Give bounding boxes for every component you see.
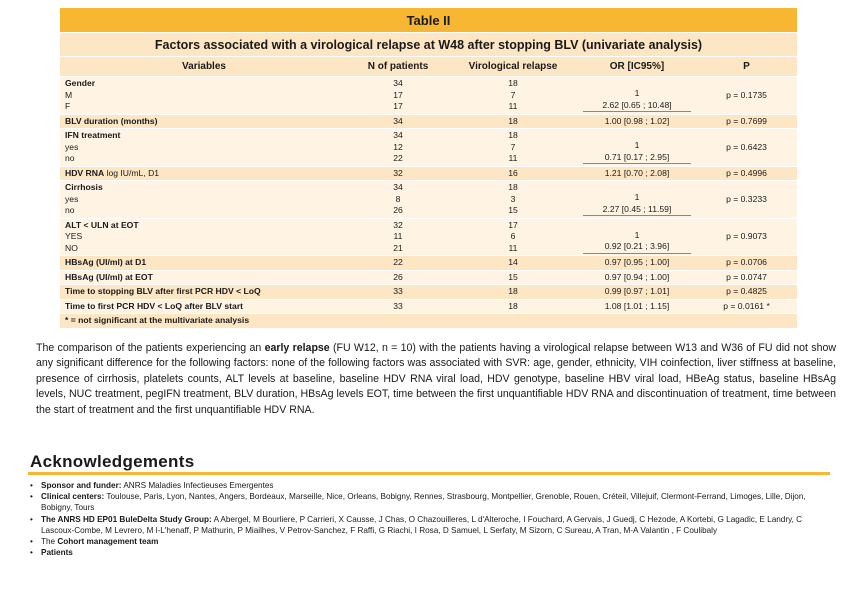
table-row: [60, 299, 797, 314]
table-row: [60, 114, 797, 129]
row-label: HDV RNA: [65, 167, 105, 178]
table-row: [60, 218, 797, 256]
ack-label: Patients: [41, 548, 73, 558]
cell-n: 21: [393, 242, 403, 253]
cell-n: 12: [393, 141, 403, 152]
list-item: [30, 547, 830, 558]
cell-or: 1: [634, 140, 640, 150]
cell-n: 17: [393, 89, 403, 100]
cell-or: 0.99 [0.97 ; 1.01]: [578, 285, 696, 300]
row-label: Time to first PCR HDV < LoQ after BLV start: [60, 299, 348, 314]
table-row: [60, 270, 797, 285]
cell-n: 8: [395, 193, 401, 204]
table-row: [60, 256, 797, 271]
comparison-text-start: The comparison of the patients experiencing an: [36, 342, 265, 354]
header-or: OR [IC95%]: [578, 57, 696, 77]
row-sublabel: no: [65, 205, 75, 215]
cell-relapse: 7: [510, 141, 516, 152]
cell-n: 34: [393, 182, 403, 192]
table-footnote: * = not significant at the multivariate analysis: [60, 314, 797, 328]
table-subtitle: Factors associated with a virological relapse at W48 after stopping BLV (univariate analysis): [60, 32, 797, 56]
ack-text: Toulouse, Paris, Lyon, Nantes, Angers, Bordeaux, Marseille, Nice, Orleans, Bobigny, Rennes, Strasbourg, Montpellier, Grenoble, Rouen, Créteil, Villejuif, Clermont-Ferrand, Limoges, Lille, Dijon, Bobigny, Tours: [41, 492, 806, 513]
cell-relapse: 15: [448, 270, 578, 285]
row-label: Gender: [65, 78, 96, 88]
header-virological-relapse: Virological relapse: [448, 57, 578, 77]
header-variables: Variables: [60, 57, 348, 77]
cell-or: 0.71 [0.17 ; 2.95]: [583, 152, 691, 165]
row-sublabel: yes: [65, 193, 79, 204]
table-row: [60, 77, 797, 115]
cell-p: p = 0.7699: [696, 114, 797, 129]
cell-relapse: 18: [448, 114, 578, 129]
results-table-block: [60, 8, 797, 328]
cell-n: 22: [393, 153, 403, 163]
table-row: [60, 129, 797, 167]
table-row: [60, 166, 797, 181]
acknowledgements-heading: Acknowledgements: [30, 452, 195, 471]
cell-or: 1.08 [1.01 ; 1.15]: [578, 299, 696, 314]
row-label: BLV duration (months): [60, 114, 348, 129]
list-item: [30, 480, 830, 491]
cell-relapse: 18: [508, 182, 518, 192]
cell-or: 2.62 [0.65 ; 10.48]: [583, 100, 691, 113]
header-n-patients: N of patients: [348, 57, 448, 77]
table-header-row: [60, 57, 797, 77]
row-label: IFN treatment: [65, 130, 121, 140]
cell-p: p = 0.0161 *: [696, 299, 797, 314]
ack-label: Sponsor and funder:: [41, 481, 122, 490]
cell-n: 34: [348, 114, 448, 129]
row-label: HBsAg (UI/ml) at D1: [60, 256, 348, 271]
cell-n: 32: [393, 219, 403, 230]
cell-n: 11: [393, 231, 403, 241]
acknowledgements-divider: [28, 472, 830, 475]
ack-label: Clinical centers:: [41, 492, 105, 502]
cell-n: 17: [393, 101, 403, 111]
cell-relapse: 18: [448, 299, 578, 314]
comparison-text-rest: (FU W12, n = 10) with the patients having a virological relapse between W13 and W36 of FU did not show any significant difference for the following factors: none of the following factors was associated with SVR: age, gender, ethnicity, VIH coinfection, liver stiffness at baseline, presence of cirrhosis, platelets counts, ALT levels at baseline, baseline HDV RNA viral load, HDV genotype, baseline HBV viral load, HBeAg status, baseline HBsAg levels, NUC treatment, pegIFN treatment, BLV duration, HBsAg levels EOT, time between the first unquantifiable HDV RNA and discontinuation of treatment, time between the start of treatment and the first unquantifiable HDV RNA.: [36, 342, 837, 416]
row-sublabel: NO: [65, 242, 78, 253]
row-sublabel: no: [65, 153, 75, 163]
cell-relapse: 15: [508, 205, 518, 215]
row-sublabel: F: [65, 101, 71, 111]
cell-relapse: 11: [508, 153, 518, 163]
row-sublabel: M: [65, 89, 73, 100]
cell-n: 22: [348, 256, 448, 271]
row-sublabel: yes: [65, 141, 79, 152]
cell-p: p = 0.6423: [696, 129, 797, 167]
bullet: •: [30, 514, 33, 524]
row-label: HBsAg (UI/ml) at EOT: [60, 270, 348, 285]
list-item: [30, 514, 830, 536]
cell-relapse: 14: [448, 256, 578, 271]
table-footnote-row: [60, 314, 797, 328]
cell-or: 1: [634, 229, 640, 240]
cell-p: p = 0.3233: [696, 181, 797, 219]
cell-relapse: 11: [508, 242, 518, 253]
row-sublabel: YES: [65, 231, 83, 241]
row-label: Time to stopping BLV after first PCR HDV < LoQ: [60, 285, 348, 300]
cell-n: 34: [393, 78, 403, 88]
row-label: ALT < ULN at EOT: [65, 219, 139, 230]
list-item: [30, 491, 830, 513]
cell-relapse: 17: [508, 219, 518, 230]
cell-or: 1.00 [0.98 ; 1.02]: [578, 114, 696, 129]
bullet: •: [30, 548, 33, 558]
cell-or: 1: [634, 88, 640, 98]
row-label: Cirrhosis: [65, 182, 103, 192]
bullet: •: [30, 537, 33, 547]
cell-relapse: 11: [508, 101, 518, 111]
cell-p: p = 0.0747: [696, 270, 797, 285]
cell-or: 0.97 [0.94 ; 1.00]: [578, 270, 696, 285]
ack-text: ANRS Maladies Infectieuses Emergentes: [121, 481, 274, 490]
cell-n: 26: [348, 270, 448, 285]
table-row: [60, 181, 797, 219]
cell-n: 26: [393, 205, 403, 215]
ack-prefix: The: [41, 537, 58, 547]
cell-p: p = 0.4825: [696, 285, 797, 300]
ack-label: The ANRS HD EP01 BuleDelta Study Group:: [41, 514, 212, 524]
cell-relapse: 18: [508, 130, 518, 140]
univariate-table: [60, 56, 797, 328]
cell-n: 34: [393, 130, 403, 140]
cell-or: 1.21 [0.70 ; 2.08]: [578, 166, 696, 181]
cell-or: 0.97 [0.95 ; 1.00]: [578, 256, 696, 271]
cell-p: p = 0.0706: [696, 256, 797, 271]
cell-relapse: 18: [508, 78, 518, 88]
header-p: P: [696, 57, 797, 77]
cell-relapse: 18: [448, 285, 578, 300]
row-label-unit: log IU/mL, D1: [104, 167, 160, 178]
ack-text: A Abergel, M Bourliere, P Carrieri, X Causse, J Chas, O Chazouilleres, L d'Alteroche, I Fouchard, A Gervais, J Guedj, C Hezode, A Kortebi, G Lagadic, E Landry, C Lascoux-Combe, M Levrero, M l-L'henaff, P Mathurin, P Miailhes, V Petrov-Sanchez, F Raffi, G Riachi, I Rosa, D Samuel, L Serfaty, M Sizorn, C Sureau, A Tran, M-A Valantin , F Coulibaly: [41, 514, 803, 535]
bullet: •: [30, 492, 33, 502]
cell-relapse: 16: [448, 166, 578, 181]
bullet: •: [30, 481, 33, 490]
table-row: [60, 285, 797, 300]
cell-p: p = 0.1735: [696, 77, 797, 115]
cell-relapse: 3: [510, 193, 516, 204]
acknowledgements-list: [30, 480, 830, 558]
cell-or: 0.92 [0.21 ; 3.96]: [583, 241, 691, 254]
list-item: [30, 536, 830, 547]
comparison-emphasis: early relapse: [264, 342, 330, 354]
cell-relapse: 7: [510, 89, 516, 100]
cell-or: 2.27 [0.45 ; 11.59]: [583, 204, 691, 217]
ack-label: Cohort management team: [57, 537, 159, 547]
cell-n: 33: [348, 285, 448, 300]
cell-p: p = 0.9073: [696, 218, 797, 256]
cell-n: 32: [348, 166, 448, 181]
table-title: Table II: [60, 8, 797, 32]
cell-p: p = 0.4996: [696, 166, 797, 181]
comparison-paragraph: [36, 341, 836, 418]
cell-relapse: 6: [510, 231, 516, 241]
cell-or: 1: [634, 192, 640, 202]
cell-n: 33: [348, 299, 448, 314]
